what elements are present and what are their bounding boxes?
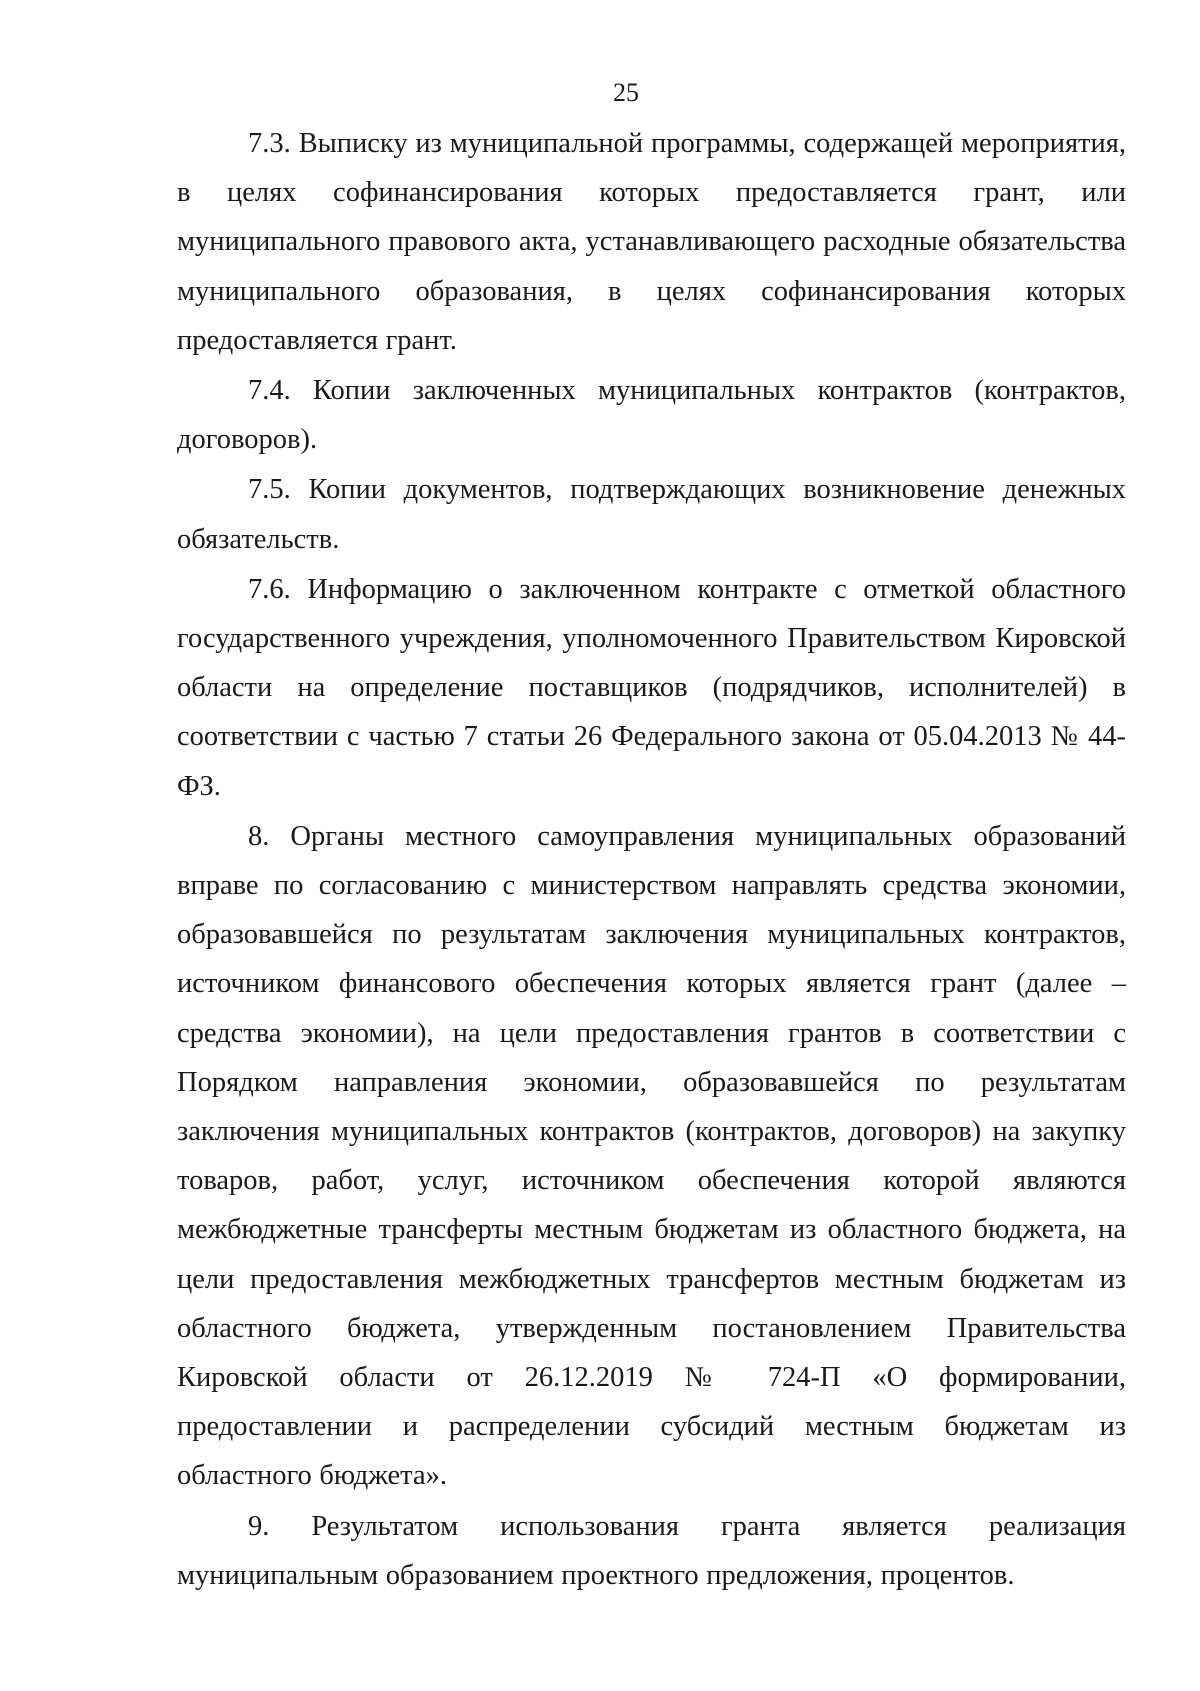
- paragraph-7-6: 7.6. Информацию о заключенном контракте с отметкой областного государственного учреждения, уполномоченного Правительством Кировской области на определение поставщиков (подрядчиков, исполнителей) в соответствии с частью 7 статьи 26 Федерального закона от 05.04.2013 № 44-ФЗ.: [177, 573, 1126, 802]
- paragraph-9: 9. Результатом использования гранта является реализация муниципальным образованием проектного предложения, процентов.: [177, 1510, 1126, 1591]
- paragraph-7-4: 7.4. Копии заключенных муниципальных контрактов (контрактов, договоров).: [177, 375, 1126, 456]
- document-body: [177, 119, 1126, 1601]
- paragraph-7-5: 7.5. Копии документов, подтверждающих возникновение денежных обязательств.: [177, 474, 1126, 555]
- paragraph-7-3: 7.3. Выписку из муниципальной программы, содержащей мероприятия, в целях софинансирования которых предоставляется грант, или муниципального правового акта, устанавливающего расходные обязательства муниципального образования, в целях софинансирования которых предоставляется грант.: [177, 128, 1126, 356]
- paragraph-8: 8. Органы местного самоуправления муниципальных образований вправе по согласованию с министерством направлять средства экономии, образовавшейся по результатам заключения муниципальных контрактов, источником финансового обеспечения которых является грант (далее – средства экономии), на цели предоставления грантов в соответствии с Порядком направления экономии, образовавшейся по результатам заключения муниципальных контрактов (контрактов, договоров) на закупку товаров, работ, услуг, источником обеспечения которой являются межбюджетные трансферты местным бюджетам из областного бюджета, на цели предоставления межбюджетных трансфертов местным бюджетам из областного бюджета, утвержденным постановлением Правительства Кировской области от 26.12.2019 № 724-П «О формировании, предоставлении и распределении субсидий местным бюджетам из областного бюджета».: [177, 820, 1126, 1492]
- page-number: 25: [613, 78, 639, 107]
